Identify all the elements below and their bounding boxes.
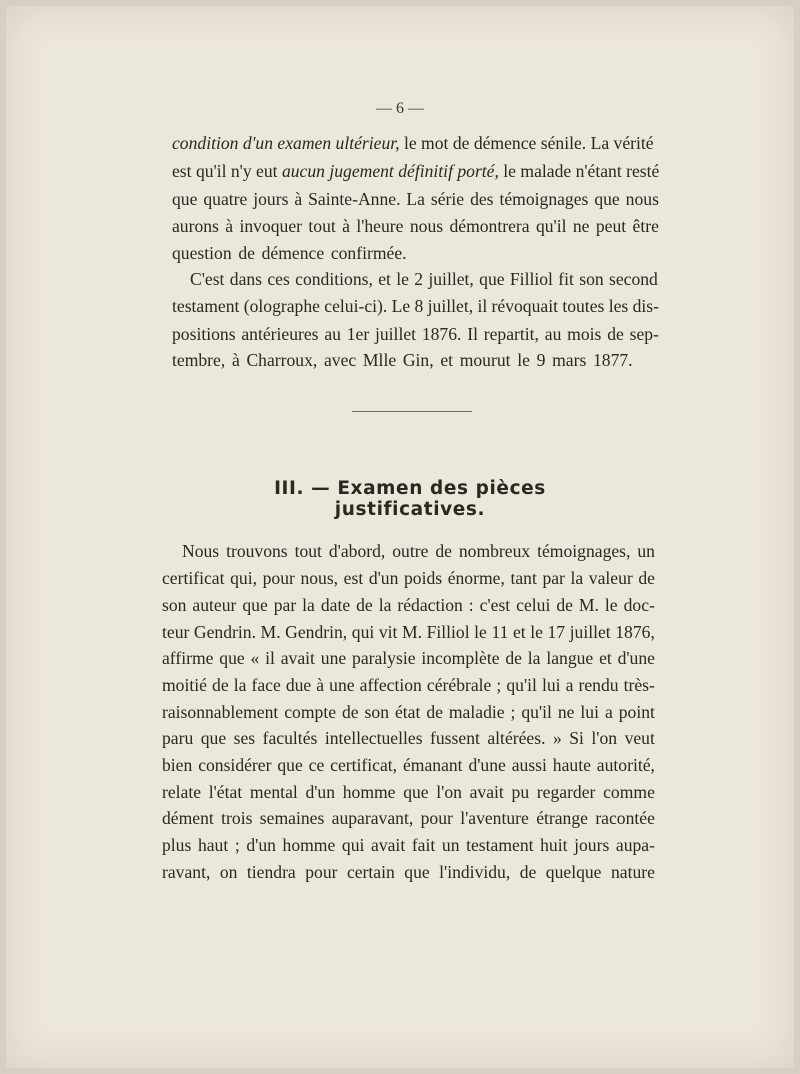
section-divider: [352, 411, 472, 412]
text-line: Nous trouvons tout d'abord, outre de nombreux témoignages, un: [182, 541, 655, 561]
text-line: positions antérieures au 1er juillet 1876. Il repartit, au mois de sep-: [172, 324, 659, 344]
text-span: le malade n'étant resté: [498, 161, 660, 181]
text-line: affirme que « il avait une paralysie incomplète de la langue et d'une: [162, 648, 655, 668]
text-line: moitié de la face due à une affection cérébrale ; qu'il lui a rendu très-: [162, 675, 655, 695]
text-line: plus haut ; d'un homme qui avait fait un testament huit jours aupa-: [162, 835, 655, 855]
text-line: raisonnablement compte de son état de maladie ; qu'il ne lui a point: [162, 702, 655, 722]
text-line: question de démence confirmée.: [172, 243, 407, 263]
text-line: paru que ses facultés intellectuelles fussent altérées. » Si l'on veut: [162, 728, 655, 748]
text-line: teur Gendrin. M. Gendrin, qui vit M. Filliol le 11 et le 17 juillet 1876,: [162, 622, 655, 642]
text-line: que quatre jours à Sainte-Anne. La série des témoignages que nous: [172, 189, 659, 209]
text-line: aurons à invoquer tout à l'heure nous démontrera qu'il ne peut être: [172, 216, 659, 236]
page-number: — 6 —: [376, 100, 424, 117]
text-line: C'est dans ces conditions, et le 2 juillet, que Filliol fit son second: [190, 269, 658, 289]
italic-phrase: condition d'un examen ultérieur,: [172, 133, 400, 153]
text-line: tembre, à Charroux, avec Mlle Gin, et mourut le 9 mars 1877.: [172, 350, 633, 370]
text-line: relate l'état mental d'un homme que l'on avait pu regarder comme: [162, 782, 655, 802]
text-span: est qu'il n'y eut: [172, 161, 282, 181]
text-line: [172, 130, 659, 157]
text-line: son auteur que par la date de la rédaction : c'est celui de M. le doc-: [162, 595, 655, 615]
text-line: bien considérer que ce certificat, émanant d'une aussi haute autorité,: [162, 755, 655, 775]
text-line: certificat qui, pour nous, est d'un poids énorme, tant par la valeur de: [162, 568, 655, 588]
text-line: testament (olographe celui-ci). Le 8 juillet, il révoquait toutes les dis-: [172, 296, 659, 316]
section-heading: III. — Examen des pièces justificatives.: [274, 478, 546, 520]
text-span: le mot de démence sénile. La vérité: [399, 133, 654, 153]
text-line: [172, 158, 659, 185]
text-line: ravant, on tiendra pour certain que l'individu, de quelque nature: [162, 862, 655, 882]
italic-phrase: aucun jugement définitif porté,: [281, 161, 499, 181]
text-line: dément trois semaines auparavant, pour l'aventure étrange racontée: [162, 808, 655, 828]
